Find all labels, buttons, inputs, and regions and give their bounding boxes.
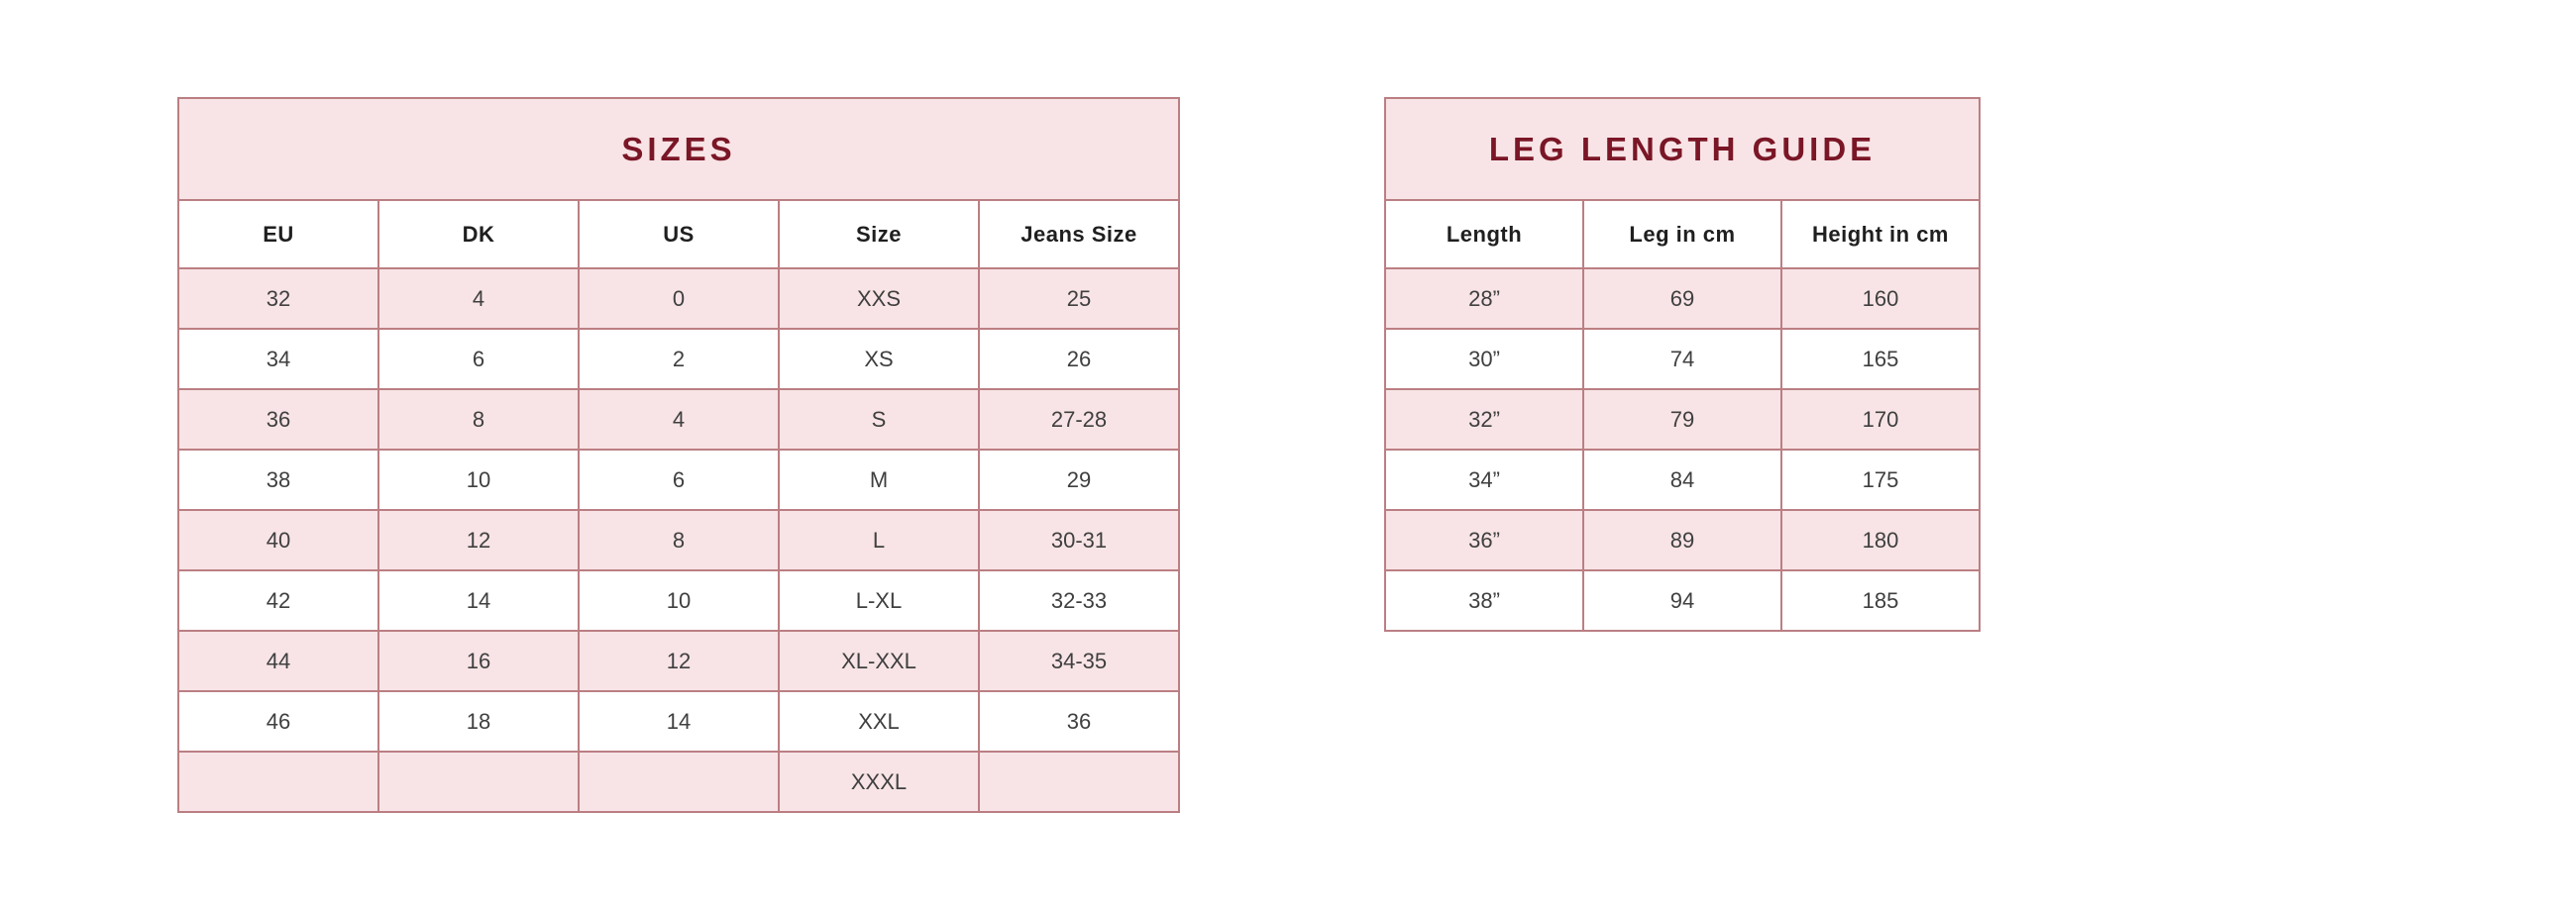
table-cell: 14 (579, 691, 779, 752)
table-cell: 0 (579, 268, 779, 329)
sizes-table (177, 97, 1180, 813)
column-header: Jeans Size (979, 200, 1179, 268)
table-cell: 34” (1385, 450, 1583, 510)
table-cell: 32-33 (979, 570, 1179, 631)
table-cell: 8 (378, 389, 579, 450)
table-cell: 4 (378, 268, 579, 329)
table-cell: 38 (178, 450, 378, 510)
table-row (178, 752, 1179, 812)
table-cell: 170 (1781, 389, 1980, 450)
column-header: DK (378, 200, 579, 268)
table-cell: 89 (1583, 510, 1781, 570)
table-row (178, 450, 1179, 510)
table-cell: 94 (1583, 570, 1781, 631)
table-cell: 44 (178, 631, 378, 691)
table-row (178, 268, 1179, 329)
table-cell: 185 (1781, 570, 1980, 631)
table-cell (178, 752, 378, 812)
table-cell: 18 (378, 691, 579, 752)
table-cell: XXXL (779, 752, 979, 812)
table-cell: XXS (779, 268, 979, 329)
table-cell: 34 (178, 329, 378, 389)
table-row (1385, 329, 1980, 389)
column-header: Height in cm (1781, 200, 1980, 268)
table-row (1385, 450, 1980, 510)
table-cell: 16 (378, 631, 579, 691)
column-header: Size (779, 200, 979, 268)
table-row (178, 329, 1179, 389)
table-cell: 12 (579, 631, 779, 691)
table-cell: 25 (979, 268, 1179, 329)
sizes-table-title-row (178, 98, 1179, 200)
table-cell: 46 (178, 691, 378, 752)
table-cell: 30-31 (979, 510, 1179, 570)
table-cell: 160 (1781, 268, 1980, 329)
leg-length-guide-title-row (1385, 98, 1980, 200)
table-cell: L (779, 510, 979, 570)
table-cell: S (779, 389, 979, 450)
sizes-table-title: SIZES (178, 98, 1179, 200)
table-cell: 10 (378, 450, 579, 510)
leg-length-guide-table (1384, 97, 1981, 632)
table-cell: 27-28 (979, 389, 1179, 450)
table-cell: 175 (1781, 450, 1980, 510)
table-cell: 40 (178, 510, 378, 570)
table-cell: 36 (178, 389, 378, 450)
table-cell: 32 (178, 268, 378, 329)
table-cell: 4 (579, 389, 779, 450)
leg-length-guide-header-row (1385, 200, 1980, 268)
table-cell: XS (779, 329, 979, 389)
table-cell: 2 (579, 329, 779, 389)
table-row (178, 631, 1179, 691)
table-cell: 165 (1781, 329, 1980, 389)
table-row (178, 691, 1179, 752)
leg-length-guide-body (1385, 268, 1980, 631)
table-cell (979, 752, 1179, 812)
table-row (178, 510, 1179, 570)
table-cell: 36 (979, 691, 1179, 752)
table-cell: 28” (1385, 268, 1583, 329)
table-cell: 180 (1781, 510, 1980, 570)
table-cell: 8 (579, 510, 779, 570)
table-cell: 14 (378, 570, 579, 631)
table-cell: 36” (1385, 510, 1583, 570)
table-row (1385, 268, 1980, 329)
table-cell: 10 (579, 570, 779, 631)
table-cell: 38” (1385, 570, 1583, 631)
column-header: EU (178, 200, 378, 268)
column-header: Length (1385, 200, 1583, 268)
table-cell: 26 (979, 329, 1179, 389)
table-row (1385, 570, 1980, 631)
table-row (1385, 510, 1980, 570)
leg-length-guide-title: LEG LENGTH GUIDE (1385, 98, 1980, 200)
table-cell: 6 (579, 450, 779, 510)
table-cell: XL-XXL (779, 631, 979, 691)
table-cell: L-XL (779, 570, 979, 631)
table-cell: 6 (378, 329, 579, 389)
table-cell: 79 (1583, 389, 1781, 450)
table-cell: 32” (1385, 389, 1583, 450)
table-cell: 34-35 (979, 631, 1179, 691)
table-cell: 12 (378, 510, 579, 570)
table-cell (378, 752, 579, 812)
sizes-table-body (178, 268, 1179, 812)
table-cell: 69 (1583, 268, 1781, 329)
column-header: Leg in cm (1583, 200, 1781, 268)
table-cell (579, 752, 779, 812)
table-cell: 74 (1583, 329, 1781, 389)
table-cell: 29 (979, 450, 1179, 510)
table-cell: 84 (1583, 450, 1781, 510)
table-row (178, 570, 1179, 631)
table-cell: M (779, 450, 979, 510)
column-header: US (579, 200, 779, 268)
table-cell: 42 (178, 570, 378, 631)
table-cell: 30” (1385, 329, 1583, 389)
sizes-table-header-row (178, 200, 1179, 268)
table-row (178, 389, 1179, 450)
table-row (1385, 389, 1980, 450)
table-cell: XXL (779, 691, 979, 752)
